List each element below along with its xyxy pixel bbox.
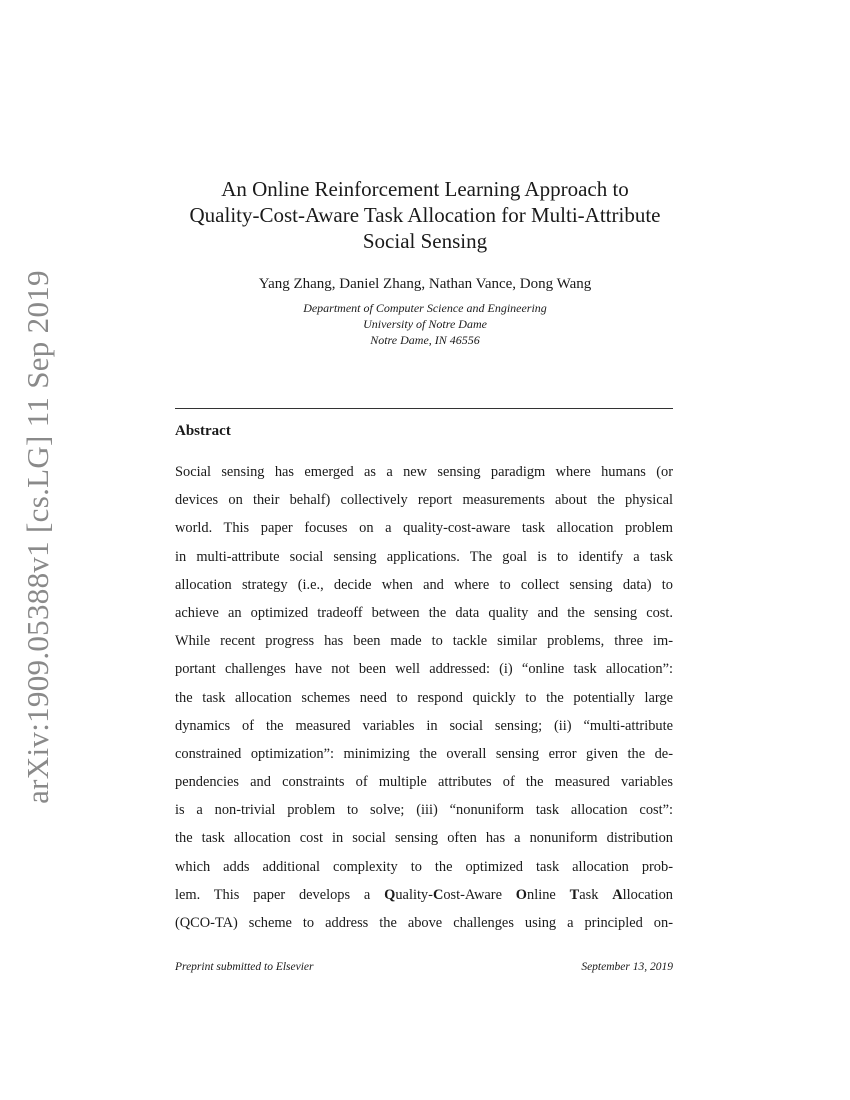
abstract-line: constrained optimization”: minimizing the overall sensing error given the de-	[175, 745, 673, 762]
paper-title	[175, 176, 675, 254]
arxiv-identifier-stamp: arXiv:1909.05388v1 [cs.LG] 11 Sep 2019	[20, 270, 55, 804]
abstract-line: achieve an optimized tradeoff between the data quality and the sensing cost.	[175, 604, 673, 621]
affiliation-university: University of Notre Dame	[363, 317, 487, 331]
title-line-3: Social Sensing	[362, 229, 488, 253]
acronym-letter-t: T	[569, 886, 580, 903]
acronym-text: ost-Aware	[443, 886, 516, 903]
abstract-line: the task allocation cost in social sensing often has a nonuniform distribution	[175, 830, 673, 847]
abstract-heading: Abstract	[175, 423, 231, 439]
acronym-text: nline	[527, 886, 570, 903]
abstract-line: Social sensing has emerged as a new sensing paradigm where humans (or	[175, 464, 673, 480]
acronym-letter-q: Q	[384, 886, 396, 903]
abstract-line: world. This paper focuses on a quality-cost-aware task allocation problem	[175, 520, 673, 537]
abstract-line: (QCO-TA) scheme to address the above challenges using a principled on-	[175, 915, 673, 931]
abstract-line-acronym	[175, 881, 673, 909]
affiliation-address: Notre Dame, IN 46556	[370, 333, 480, 347]
abstract-line: is a non-trivial problem to solve; (iii) “nonuniform task allocation cost”:	[175, 802, 673, 819]
abstract-body	[175, 458, 673, 937]
footer-preprint-note: Preprint submitted to Elsevier	[175, 961, 314, 973]
affiliation-department: Department of Computer Science and Engineering	[303, 301, 547, 315]
author-list: Yang Zhang, Daniel Zhang, Nathan Vance, Dong Wang	[258, 276, 592, 292]
abstract-line: dynamics of the measured variables in social sensing; (ii) “multi-attribute	[175, 717, 673, 734]
title-line-2: Quality-Cost-Aware Task Allocation for Multi-Attribute	[189, 203, 661, 227]
abstract-line: pendencies and constraints of multiple attributes of the measured variables	[175, 774, 673, 791]
acronym-text: uality-	[395, 886, 433, 903]
abstract-line: in multi-attribute social sensing applications. The goal is to identify a task	[175, 548, 673, 565]
title-line-1: An Online Reinforcement Learning Approach to	[221, 177, 629, 201]
acronym-prefix-text: lem. This paper develops a	[175, 886, 385, 903]
abstract-line: devices on their behalf) collectively report measurements about the physical	[175, 492, 673, 509]
abstract-top-rule	[175, 408, 673, 409]
abstract-line: which adds additional complexity to the optimized task allocation prob-	[175, 858, 673, 875]
acronym-letter-c: C	[432, 886, 444, 903]
abstract-line: While recent progress has been made to tackle similar problems, three im-	[175, 633, 673, 650]
acronym-text: llocation	[622, 886, 673, 903]
abstract-line: allocation strategy (i.e., decide when and where to collect sensing data) to	[175, 576, 673, 593]
acronym-letter-a: A	[612, 886, 623, 903]
acronym-letter-o: O	[515, 886, 527, 903]
abstract-line: the task allocation schemes need to respond quickly to the potentially large	[175, 689, 673, 706]
acronym-text: ask	[579, 886, 613, 903]
affiliation	[175, 300, 675, 348]
abstract-line: portant challenges have not been well addressed: (i) “online task allocation”:	[175, 661, 673, 678]
footer-date: September 13, 2019	[581, 961, 673, 973]
